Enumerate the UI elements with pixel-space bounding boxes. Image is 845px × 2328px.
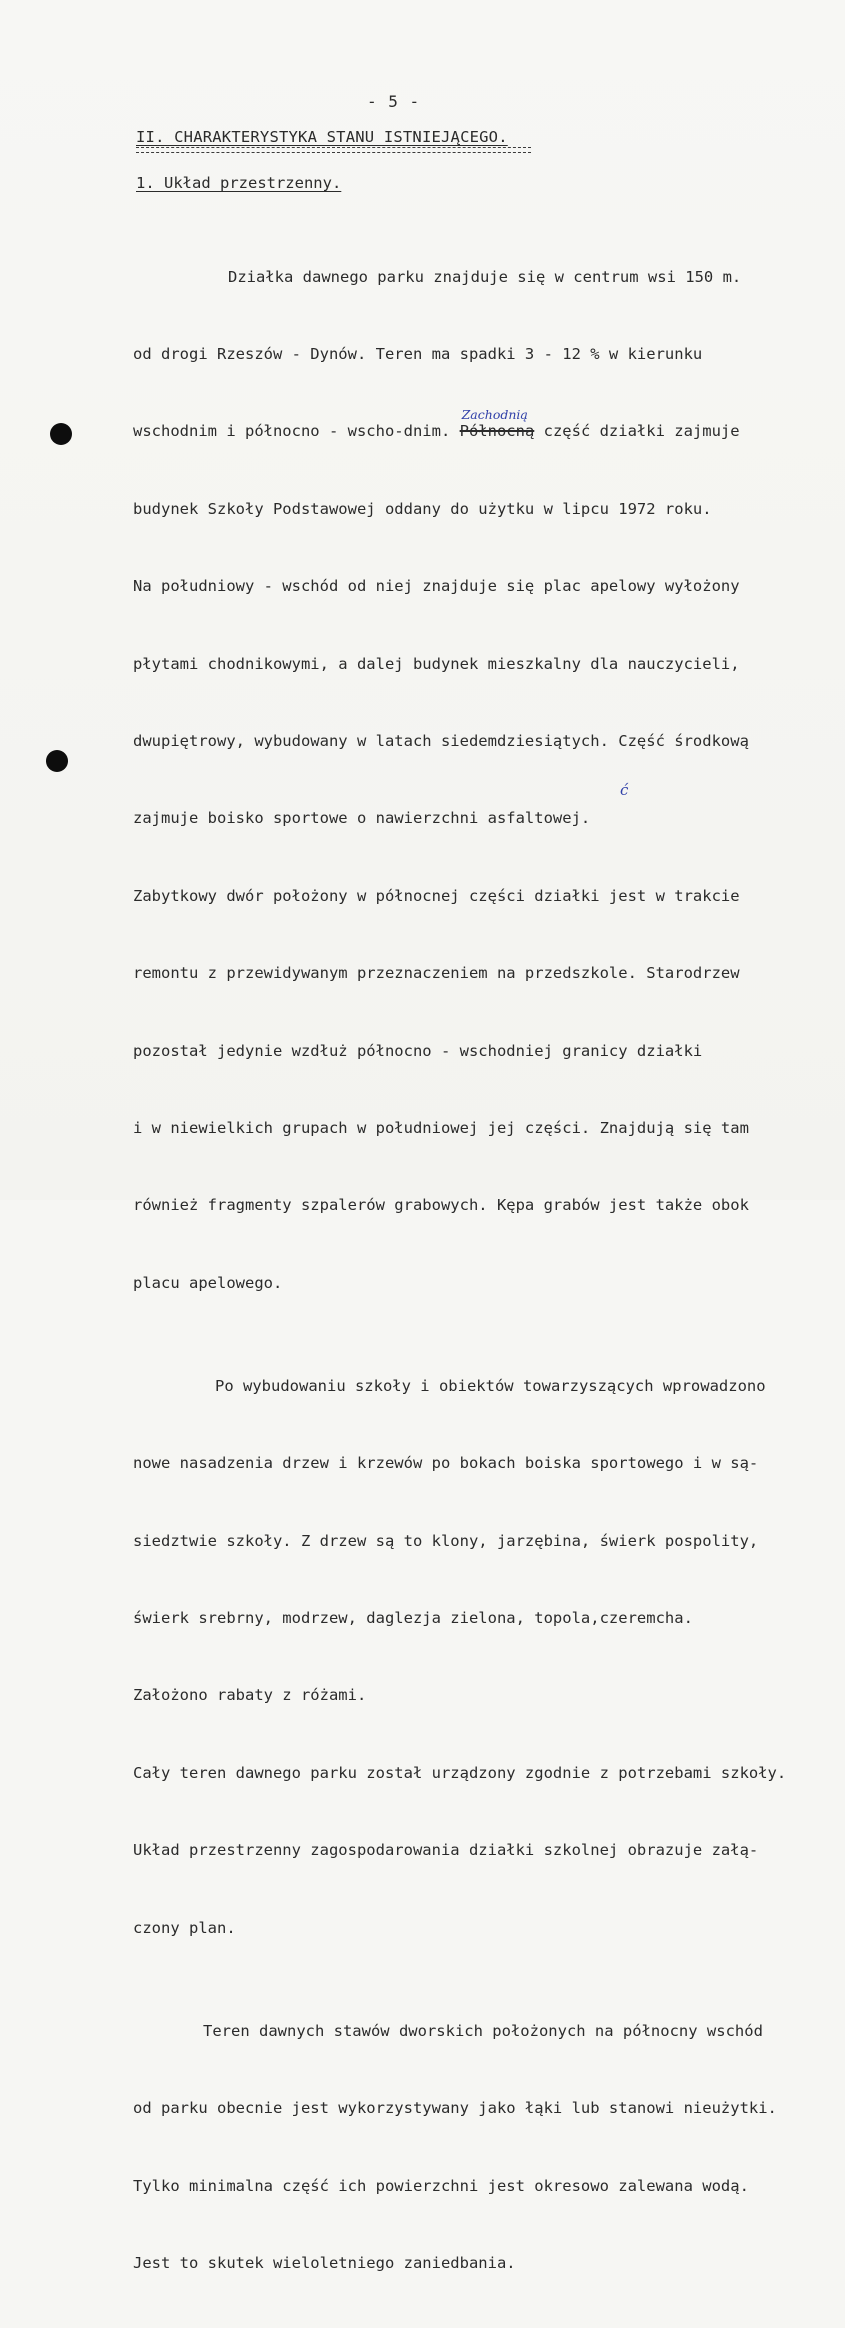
text-line: Zabytkowy dwór położony w północnej części działki jest w trakcie <box>133 886 740 905</box>
punch-hole-top <box>50 423 72 445</box>
correction <box>459 407 535 445</box>
text-line: również fragmenty szpalerów grabowych. Kępa grabów jest także obok <box>133 1196 749 1215</box>
text-line: i w niewielkich grupach w południowej jej części. Znajdują się tam <box>133 1118 749 1137</box>
text-line: Działka dawnego parku znajduje się w centrum wsi 150 m. <box>228 267 742 286</box>
page-number: - 5 - <box>367 92 421 111</box>
text-line: Założono rabaty z różami. <box>133 1686 367 1705</box>
text-line: Cały teren dawnego parku został urządzony zgodnie z potrzebami szkoły. <box>133 1763 787 1782</box>
text-line: pozostał jedynie wzdłuż północno - wschodniej granicy działki <box>133 1041 703 1060</box>
text-line: placu apelowego. <box>133 1273 283 1292</box>
text-line: płytami chodnikowymi, a dalej budynek mieszkalny dla nauczycieli, <box>133 654 740 673</box>
text-line: remontu z przewidywanym przeznaczeniem na przedszkole. Starodrzew <box>133 964 740 983</box>
text-line: Na południowy - wschód od niej znajduje się plac apelowy wyłożony <box>133 577 740 596</box>
text-line: Po wybudowaniu szkoły i obiektów towarzyszących wprowadzono <box>215 1376 766 1395</box>
text-line: od drogi Rzeszów - Dynów. Teren ma spadki 3 - 12 % w kierunku <box>133 344 703 363</box>
punch-hole-bottom <box>46 750 68 772</box>
text-line: nowe nasadzenia drzew i krzewów po bokach boiska sportowego i w są- <box>133 1454 759 1473</box>
text-line: Tylko minimalna część ich powierzchni jest okresowo zalewana wodą. <box>133 2176 749 2195</box>
struck-word: Północną <box>459 422 535 441</box>
text-line: czony plan. <box>133 1918 236 1937</box>
text-line: budynek Szkoły Podstawowej oddany do użytku w lipcu 1972 roku. <box>133 499 712 518</box>
handwritten-mark: ć <box>620 781 629 799</box>
text-line-with-correction <box>133 407 843 445</box>
handwritten-correction: Zachodnią <box>461 407 528 423</box>
text-fragment: wschodnim i północno - wscho-dnim. <box>133 422 460 441</box>
text-line: Jest to skutek wieloletniego zaniedbania. <box>133 2253 516 2272</box>
document-body <box>133 213 843 2328</box>
text-line: siedztwie szkoły. Z drzew są to klony, jarzębina, świerk pospolity, <box>133 1531 759 1550</box>
text-line: świerk srebrny, modrzew, daglezja zielona, topola,czeremcha. <box>133 1609 693 1628</box>
text-line: Teren dawnych stawów dworskich położonych na północny wschód <box>203 2021 763 2040</box>
subsection-heading: 1. Układ przestrzenny. <box>136 174 342 192</box>
text-line: zajmuje boisko sportowe o nawierzchni asfaltowej. <box>133 809 591 828</box>
text-fragment: część działki zajmuje <box>534 422 740 441</box>
heading-double-underline <box>136 147 531 153</box>
text-line: od parku obecnie jest wykorzystywany jako łąki lub stanowi nieużytki. <box>133 2099 777 2118</box>
text-line: dwupiętrowy, wybudowany w latach siedemdziesiątych. Część środkową <box>133 731 749 750</box>
section-heading: II. CHARAKTERYSTYKA STANU ISTNIEJĄCEGO. <box>136 128 508 146</box>
text-line: Układ przestrzenny zagospodarowania działki szkolnej obrazuje załą- <box>133 1841 759 1860</box>
